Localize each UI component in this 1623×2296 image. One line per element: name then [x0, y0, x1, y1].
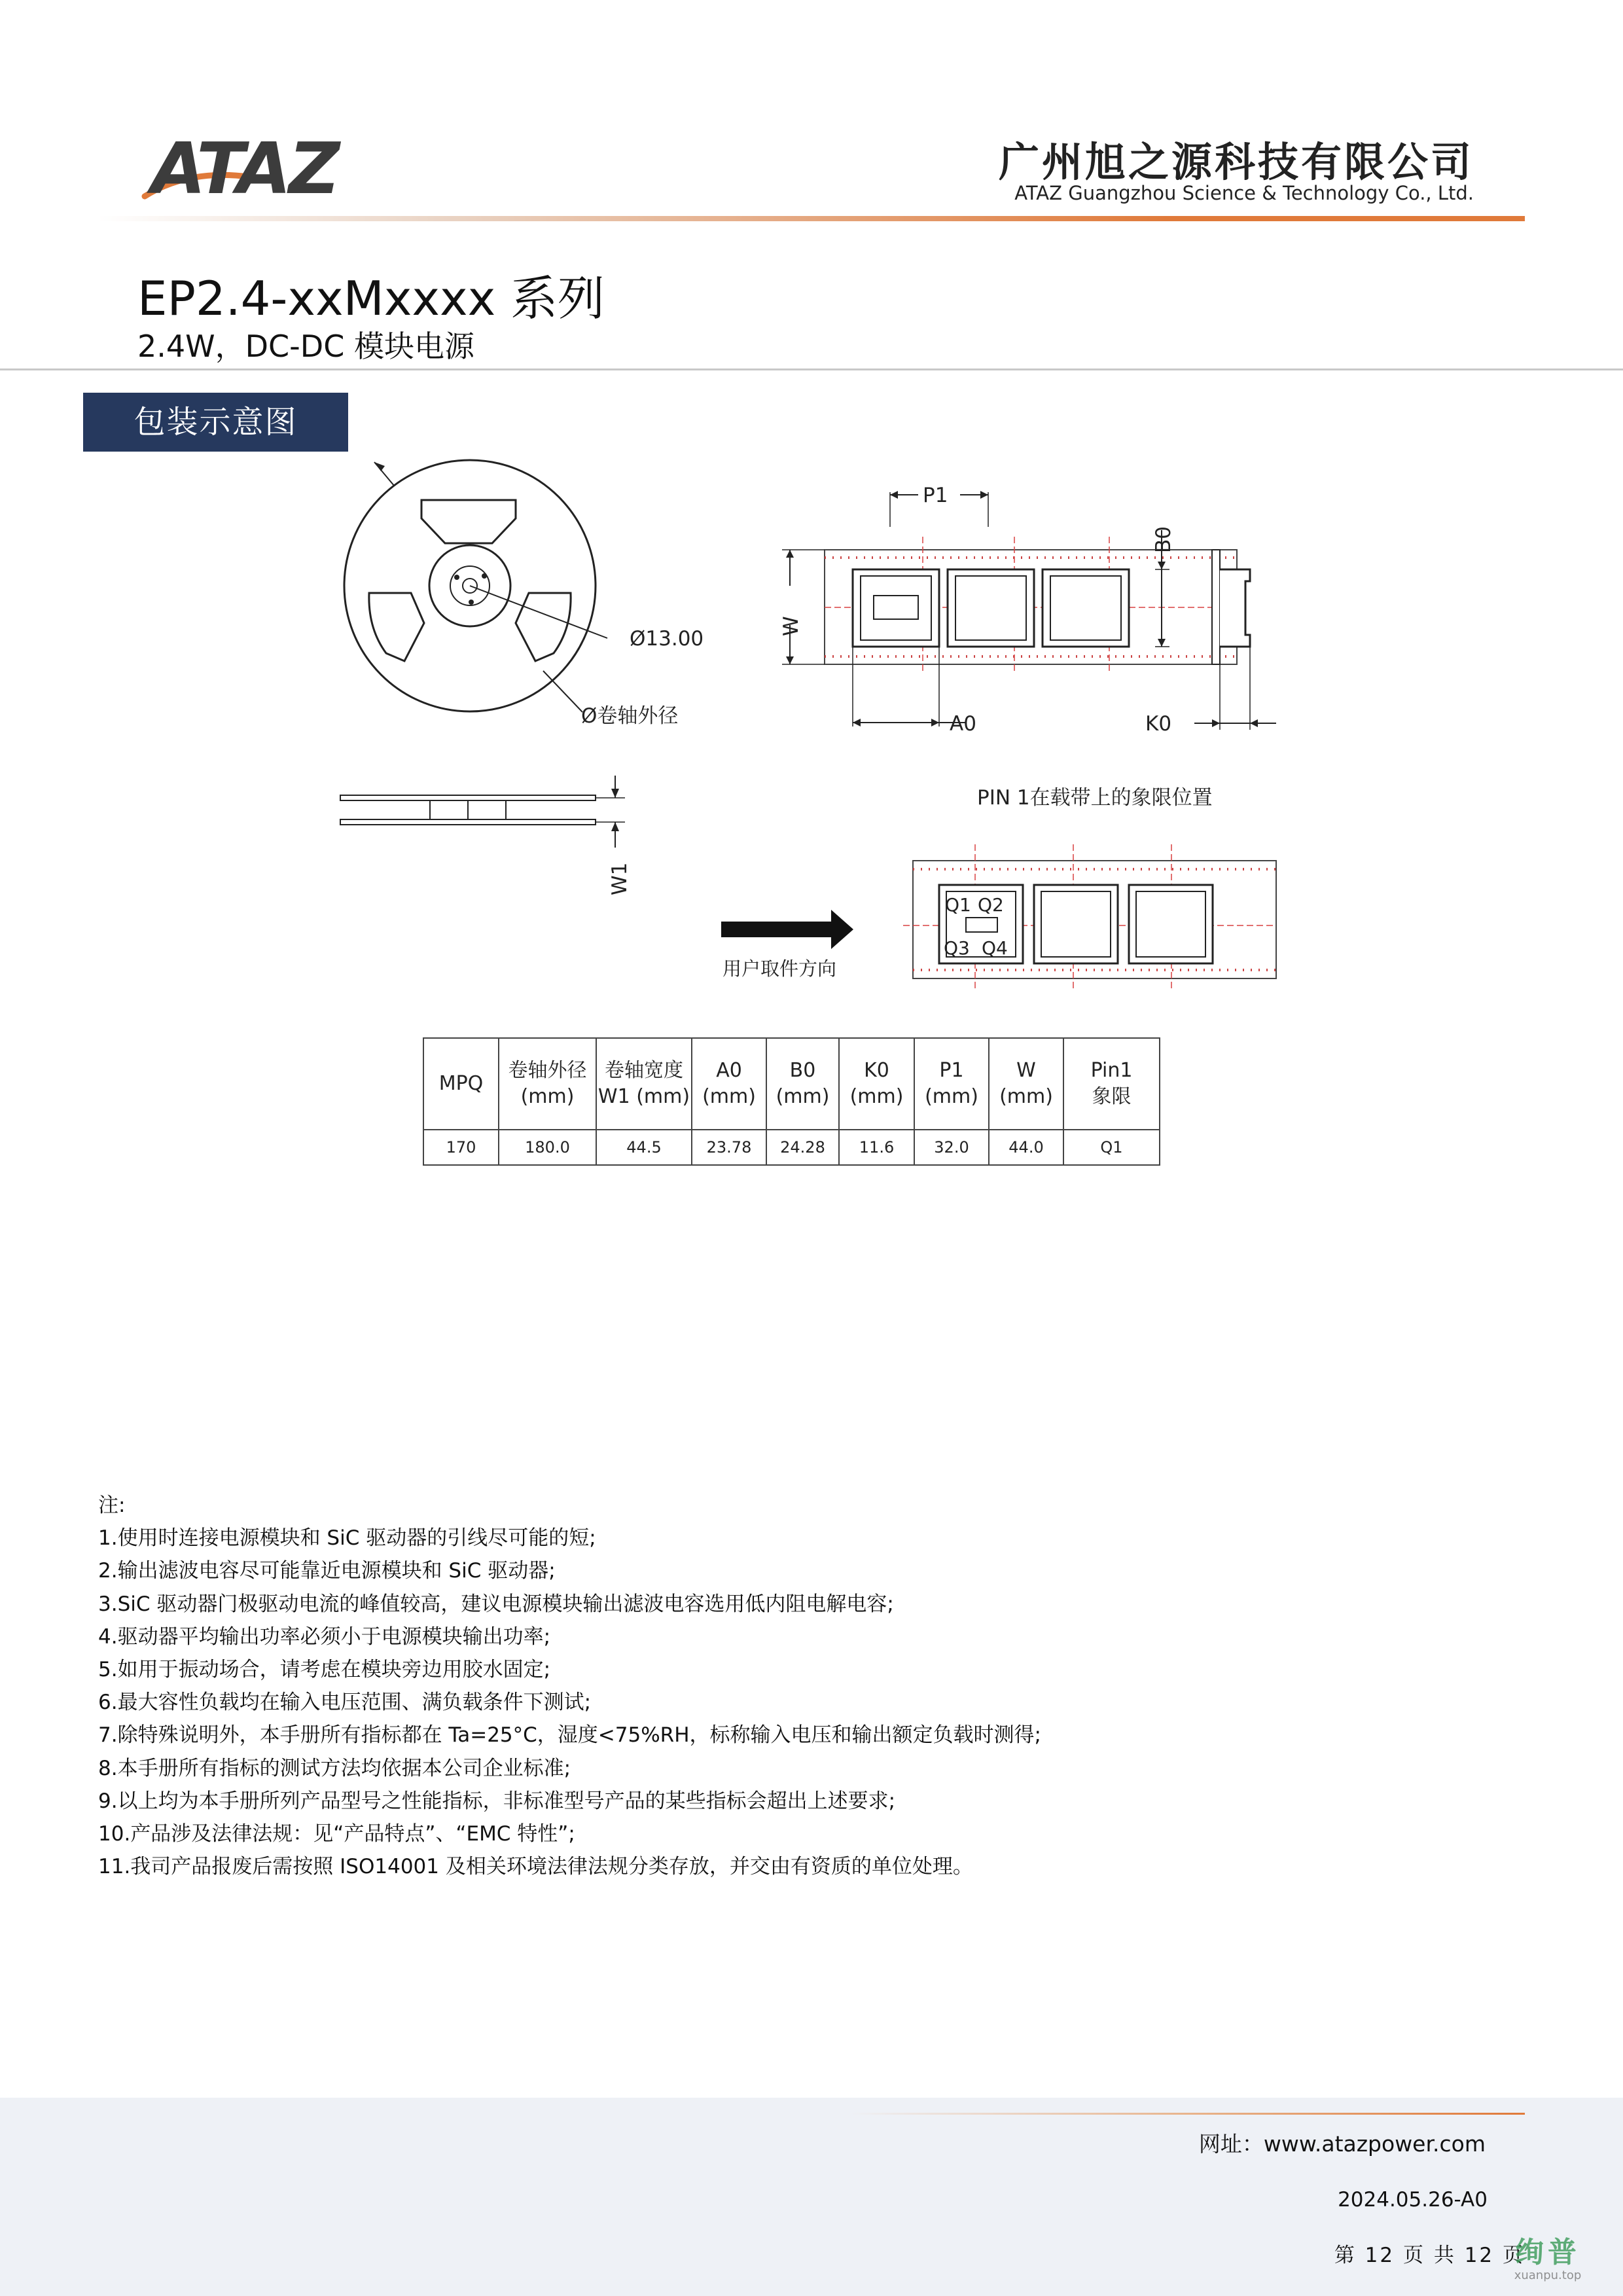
notes-heading: 注:: [98, 1494, 126, 1517]
watermark: [1499, 2237, 1597, 2286]
col-p1: [914, 1038, 989, 1130]
pin1-title: PIN 1在载带上的象限位置: [977, 786, 1213, 810]
list-item: 11.我司产品报废后需按照 ISO14001 及相关环境法律法规分类存放，并交由有资质的单位处理。: [98, 1855, 973, 1879]
list-item: 1.使用时连接电源模块和 SiC 驱动器的引线尽可能的短;: [98, 1526, 596, 1551]
reel-diameter-leader: [543, 671, 582, 712]
w1-label: W1: [608, 862, 632, 895]
header-line: W1 (mm): [597, 1085, 690, 1108]
table-cell: 32.0: [914, 1130, 989, 1165]
col-k0: [839, 1038, 914, 1130]
list-item: 5.如用于振动场合，请考虑在模块旁边用胶水固定;: [98, 1658, 551, 1682]
list-item: 2.输出滤波电容尽可能靠近电源模块和 SiC 驱动器;: [98, 1559, 556, 1583]
page-title: EP2.4-xxMxxxx 系列: [137, 271, 605, 326]
header-line: 象限: [1092, 1085, 1132, 1108]
arrowhead: [374, 462, 385, 471]
pocket-side-profile: [1220, 569, 1250, 647]
tape-side-profile: [1212, 550, 1220, 664]
table-cell: 170: [423, 1130, 499, 1165]
table-header-row: [423, 1038, 1160, 1130]
w1-arrowheads: [611, 789, 619, 831]
list-item: 8.本手册所有指标的测试方法均依据本公司企业标准;: [98, 1756, 571, 1780]
k0-label: K0: [1145, 712, 1172, 736]
header-divider: [98, 216, 1525, 221]
company-name-en: ATAZ Guangzhou Science & Technology Co., Ltd.: [1014, 182, 1474, 204]
watermark-zh: 绚普: [1515, 2236, 1580, 2269]
table-cell: 44.0: [989, 1130, 1063, 1165]
section-badge: 包装示意图: [83, 393, 348, 452]
ataz-logo: [139, 131, 355, 209]
list-item: 7.除特殊说明外，本手册所有指标都在 Ta=25°C，湿度<75%RH，标称输入电压和输出额定负载时测得;: [98, 1723, 1041, 1748]
header-line: (mm): [849, 1085, 904, 1108]
table-cell: 23.78: [692, 1130, 766, 1165]
list-item: 10.产品涉及法律法规：见“产品特点”、“EMC 特性”;: [98, 1822, 575, 1846]
quadrant-q4: Q4: [982, 937, 1008, 959]
carrier-tape-view: [769, 471, 1306, 746]
col-reel-diameter: [499, 1038, 596, 1130]
tape-pocket: [948, 569, 1034, 647]
header-line: A0: [716, 1059, 742, 1082]
header-line: (mm): [776, 1085, 830, 1108]
w-label: W: [779, 616, 803, 636]
tape-pocket: [1034, 885, 1118, 963]
quadrant-q2: Q2: [978, 894, 1004, 916]
header-line: 卷轴宽度: [605, 1059, 683, 1082]
list-item: 3.SiC 驱动器门极驱动电流的峰值较高，建议电源模块输出滤波电容选用低内阻电解电容;: [98, 1592, 894, 1616]
table-cell: 24.28: [766, 1130, 839, 1165]
reel-front-view: [327, 445, 720, 746]
reel-hub-dot: [482, 573, 487, 579]
section-divider: [0, 368, 1623, 370]
a0-label: A0: [950, 712, 976, 736]
reel-side-view: [330, 772, 697, 916]
col-b0: [766, 1038, 839, 1130]
notes-section: [98, 1489, 1041, 1883]
module-in-pocket: [874, 596, 918, 619]
user-direction-label: 用户取件方向: [722, 958, 837, 980]
list-item: 4.驱动器平均输出功率必须小于电源模块输出功率;: [98, 1624, 551, 1649]
header-line: 卷轴外径: [508, 1059, 587, 1082]
reel-diameter-label: Ø卷轴外径: [581, 704, 679, 728]
footer-date: 2024.05.26-A0: [1338, 2188, 1488, 2212]
header-line: Pin1: [1090, 1059, 1133, 1082]
col-mpq: [423, 1038, 499, 1130]
p1-label: P1: [923, 484, 948, 507]
hub-diameter-label: Ø13.00: [630, 627, 704, 651]
user-direction-arrow: [721, 910, 853, 949]
footer-page-number: 第 12 页 共 12 页: [1334, 2244, 1525, 2267]
reel-hub-dot: [469, 600, 474, 605]
logo-text: ATAZ: [151, 131, 338, 209]
table-row: [423, 1130, 1160, 1165]
watermark-en: xuanpu.top: [1514, 2269, 1582, 2282]
tape-pocket: [1129, 885, 1213, 963]
header-line: K0: [864, 1059, 889, 1082]
quadrant-q3: Q3: [944, 937, 970, 959]
header-line: (mm): [925, 1085, 978, 1108]
pin1-quadrant-view: [707, 779, 1283, 1014]
packaging-spec-table: [423, 1037, 1160, 1166]
col-a0: [692, 1038, 766, 1130]
col-w: [989, 1038, 1063, 1130]
footer-website[interactable]: 网址：www.atazpower.com: [1198, 2131, 1486, 2157]
reel-hub-dot: [454, 575, 459, 580]
footer-divider: [851, 2113, 1525, 2115]
header-line: MPQ: [438, 1072, 484, 1095]
page-subtitle: 2.4W，DC-DC 模块电源: [137, 329, 474, 364]
col-pin1: [1063, 1038, 1160, 1130]
company-name-cn: 广州旭之源科技有限公司: [998, 138, 1474, 186]
b0-label: B0: [1152, 526, 1175, 553]
reel-flange-bottom: [340, 819, 596, 825]
table-cell: 180.0: [499, 1130, 596, 1165]
list-item: 9.以上均为本手册所列产品型号之性能指标，非标准型号产品的某些指标会超出上述要求;: [98, 1789, 896, 1813]
header-line: (mm): [999, 1085, 1053, 1108]
reel-flange-top: [340, 795, 596, 800]
header-line: W: [1016, 1059, 1036, 1082]
header-line: B0: [789, 1059, 816, 1082]
header-line: (mm): [520, 1085, 575, 1108]
tape-pocket: [1043, 569, 1129, 647]
quadrant-q1: Q1: [945, 894, 971, 916]
header-line: (mm): [702, 1085, 756, 1108]
module-in-pocket: [966, 918, 997, 932]
table-cell: 11.6: [839, 1130, 914, 1165]
list-item: 6.最大容性负载均在输入电压范围、满负载条件下测试;: [98, 1691, 592, 1715]
header-line: P1: [939, 1059, 964, 1082]
col-reel-width: [596, 1038, 692, 1130]
table-cell: 44.5: [596, 1130, 692, 1165]
table-cell: Q1: [1063, 1130, 1160, 1165]
